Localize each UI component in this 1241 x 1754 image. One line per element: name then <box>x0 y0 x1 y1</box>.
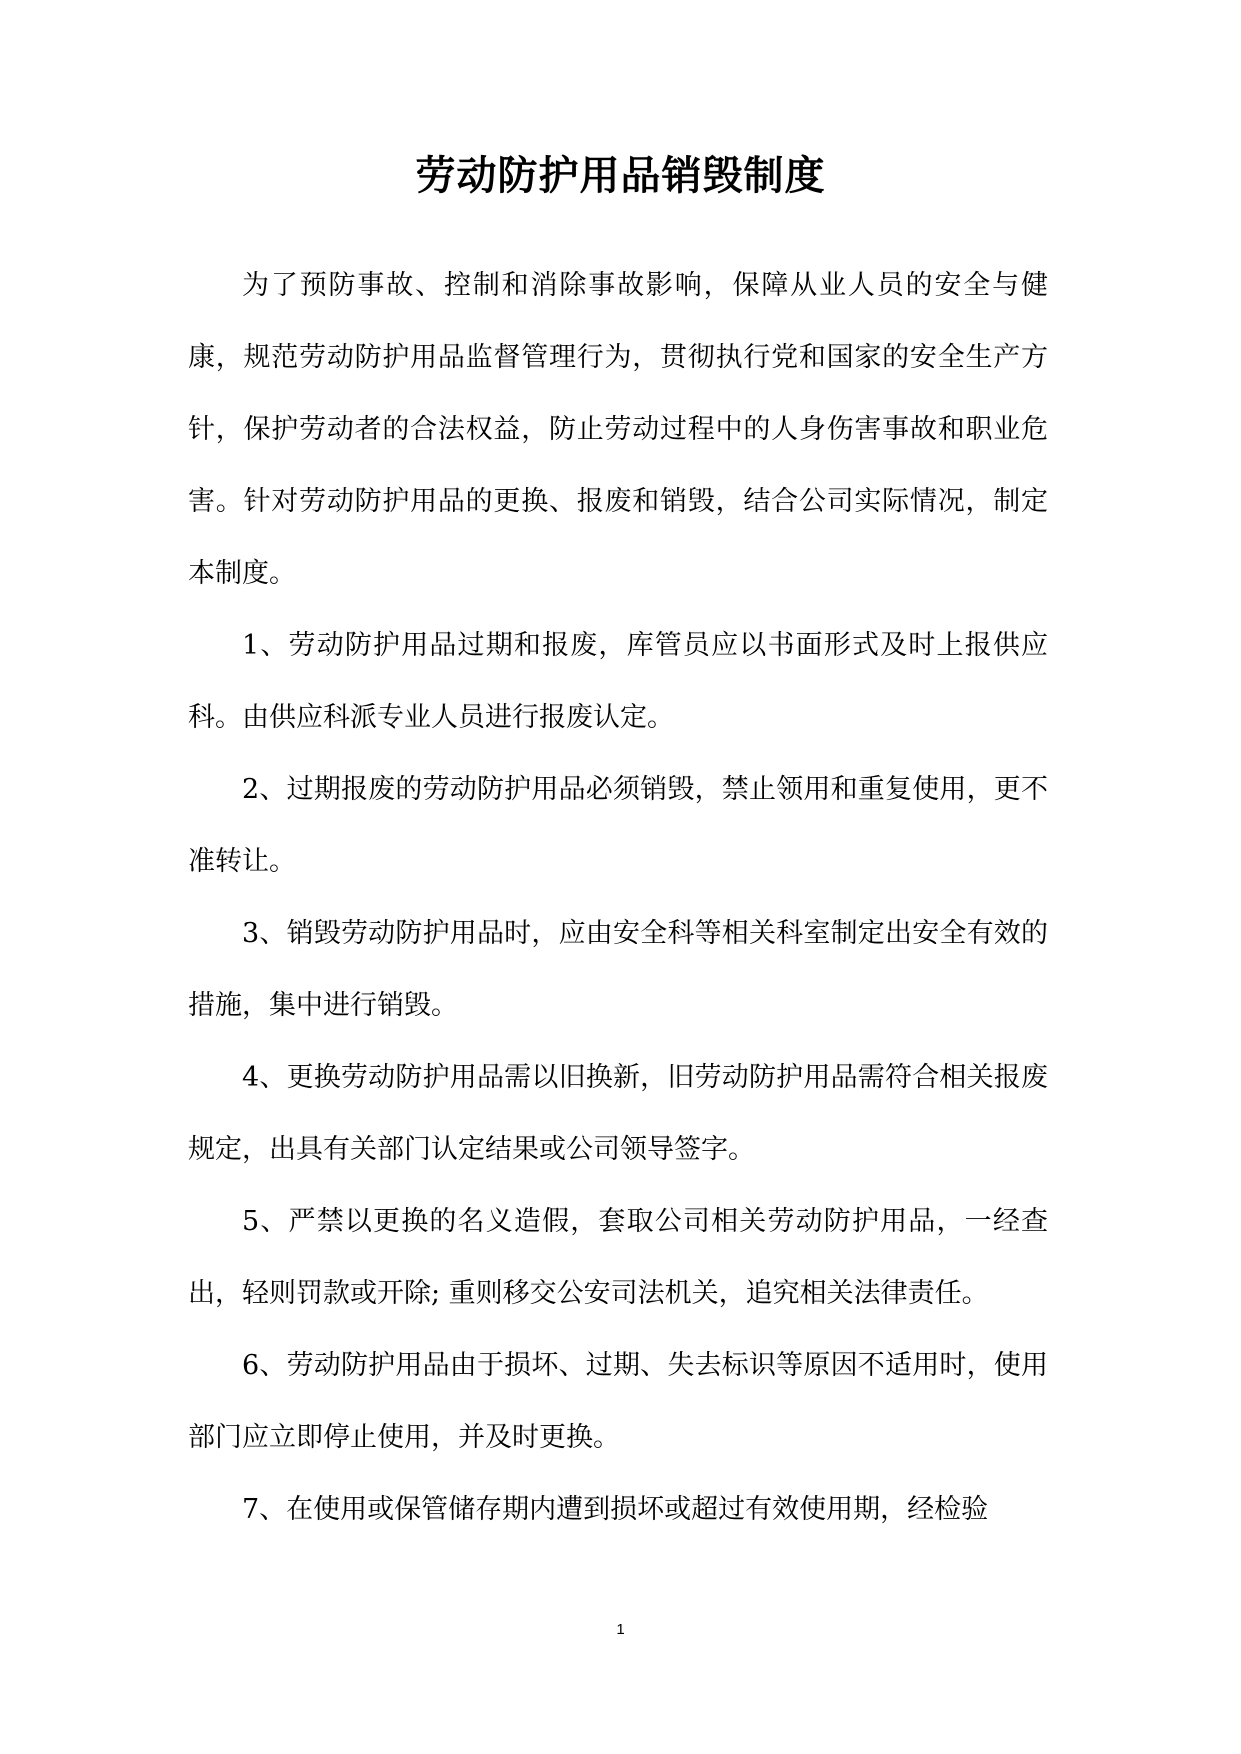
paragraph-item-7: 7、在使用或保管储存期内遭到损坏或超过有效使用期，经检验 <box>242 1494 989 1525</box>
paragraph-item-3: 3、销毁劳动防护用品时，应由安全科等相关科室制定出安全有效的措施，集中进行销毁。 <box>188 918 1048 1021</box>
document-title: 劳动防护用品销毁制度 <box>415 152 826 199</box>
paragraph-item-2: 2、过期报废的劳动防护用品必须销毁，禁止领用和重复使用，更不准转让。 <box>188 774 1048 877</box>
paragraph-intro: 为了预防事故、控制和消除事故影响，保障从业人员的安全与健康，规范劳动防护用品监督管理行为，贯彻执行党和国家的安全生产方针，保护劳动者的合法权益，防止劳动过程中的人身伤害事故和职业危害。针对劳动防护用品的更换、报废和销毁，结合公司实际情况，制定本制度。 <box>188 270 1048 589</box>
paragraph-item-5: 5、严禁以更换的名义造假，套取公司相关劳动防护用品，一经查出，轻则罚款或开除; 重则移交公安司法机关，追究相关法律责任。 <box>188 1206 1048 1309</box>
paragraph-item-6: 6、劳动防护用品由于损坏、过期、失去标识等原因不适用时，使用部门应立即停止使用，并及时更换。 <box>188 1350 1048 1453</box>
document-body <box>188 250 1048 1546</box>
paragraph-item-1: 1、劳动防护用品过期和报废，库管员应以书面形式及时上报供应科。由供应科派专业人员进行报废认定。 <box>188 630 1048 733</box>
paragraph-item-4: 4、更换劳动防护用品需以旧换新，旧劳动防护用品需符合相关报废规定，出具有关部门认定结果或公司领导签字。 <box>188 1062 1048 1165</box>
page-number: 1 <box>616 1621 625 1638</box>
